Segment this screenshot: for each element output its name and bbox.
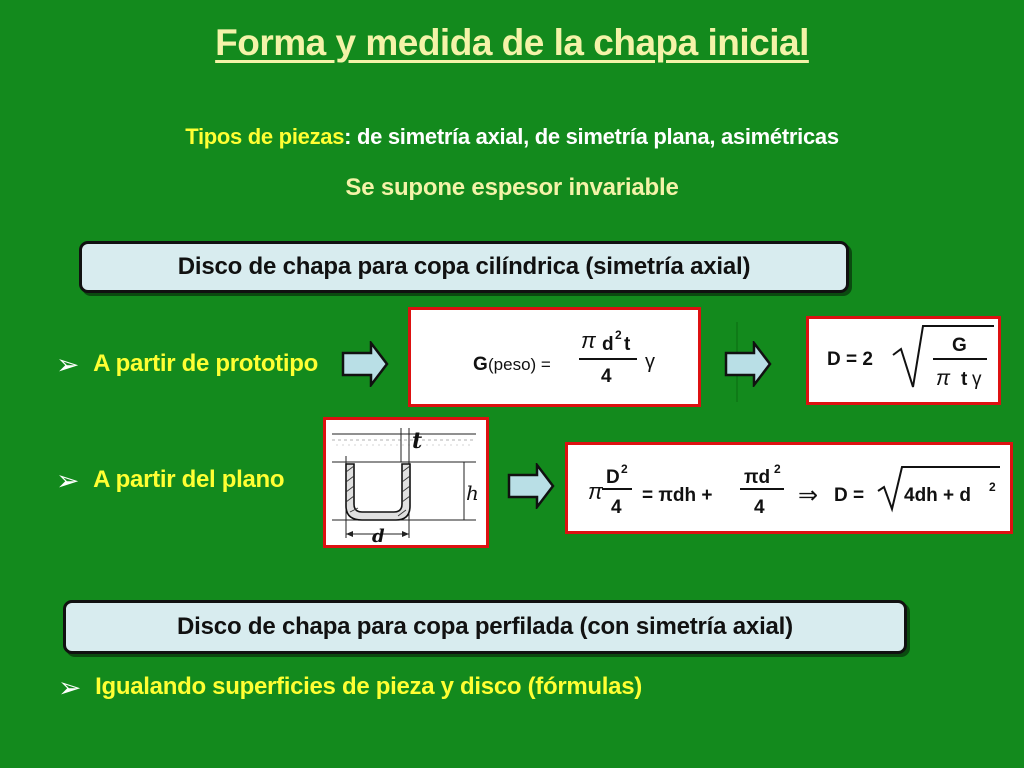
bullet-arrow-icon: ➢ — [56, 463, 80, 497]
weight-t: t — [624, 334, 631, 355]
plan-D: D — [606, 467, 620, 488]
plan-den: 4 — [611, 497, 622, 518]
diameter-lhs: D = 2 — [827, 349, 873, 370]
section2-heading: Disco de chapa para copa perfilada (con simetría axial) — [177, 613, 793, 640]
bullet-prototype — [56, 344, 318, 384]
cup-section-drawing — [323, 417, 489, 548]
bullet-arrow-icon: ➢ — [58, 670, 82, 704]
plan-exp-2: 2 — [774, 462, 781, 476]
diameter-num: G — [952, 335, 967, 356]
weight-lhs-symbol: G — [473, 354, 488, 375]
types-label: Tipos de piezas — [185, 124, 345, 149]
bullet-equal-label: Igualando superficies de pieza y disco (fórmulas) — [95, 673, 642, 700]
block-arrow-icon-2 — [724, 341, 772, 387]
bullet-prototype-label: A partir de prototipo — [93, 350, 318, 377]
plan-rad-exp: 2 — [989, 480, 996, 494]
plan-exp: 2 — [621, 462, 628, 476]
formula-plan-box — [565, 442, 1013, 534]
diameter-gamma: γ — [972, 369, 982, 390]
assumption-text: Se supone espesor invariable — [345, 174, 679, 201]
plan-implies: ⇒ — [798, 482, 819, 509]
types-values: de simetría axial, de simetría plana, asimétricas — [351, 124, 839, 149]
weight-d: d — [602, 334, 614, 355]
section1-heading: Disco de chapa para copa cilíndrica (simetría axial) — [177, 253, 751, 280]
weight-lhs-paren: (peso) = — [488, 355, 551, 374]
drawing-label-h: h — [466, 481, 479, 505]
page-title-text: Forma y medida de la chapa inicial — [215, 22, 809, 63]
bullet-arrow-icon: ➢ — [56, 347, 80, 381]
drawing-label-d: d — [372, 526, 385, 545]
bullet-plan-label: A partir del plano — [93, 466, 285, 493]
plan-pi: π — [588, 479, 603, 504]
plan-pid: πd — [744, 467, 771, 488]
types-colon: : — [344, 124, 352, 149]
block-arrow-icon — [341, 341, 389, 387]
formula-diameter-box — [806, 316, 1001, 405]
plan-rhs-lhs: D = — [834, 485, 865, 506]
drawing-label-t: t — [412, 428, 423, 454]
plan-mid: = πdh + — [642, 485, 713, 506]
plan-rad: 4dh + d — [904, 485, 972, 506]
diameter-t: t — [961, 369, 968, 390]
types-line — [0, 124, 1024, 150]
weight-gamma: γ — [645, 351, 655, 373]
block-arrow-icon-3 — [507, 463, 555, 509]
diameter-pi: π — [936, 367, 951, 390]
page-title — [0, 22, 1024, 64]
section1-heading-box — [79, 241, 849, 293]
bullet-plan — [56, 460, 284, 500]
section2-heading-box — [63, 600, 907, 654]
weight-den: 4 — [601, 366, 612, 387]
formula-weight-box — [408, 307, 701, 407]
bullet-equal — [58, 667, 642, 707]
plan-den2: 4 — [754, 497, 765, 518]
weight-exp: 2 — [615, 328, 622, 342]
weight-pi: π — [581, 328, 596, 353]
